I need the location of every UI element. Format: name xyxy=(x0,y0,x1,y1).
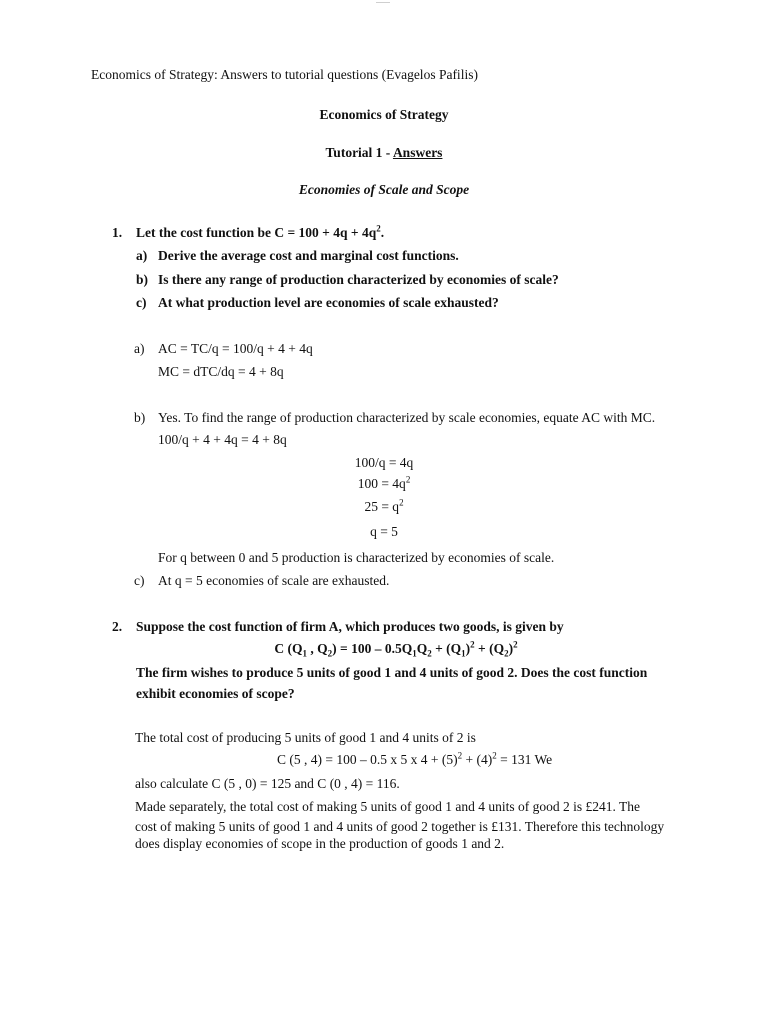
a1-c-label: c) xyxy=(134,573,145,588)
q1-stem: Let the cost function be $C = 100 + 4q + 4q^2$. xyxy=(136,223,385,240)
a1-b-intro: Yes. To find the range of production characterized by scale economies, equate AC with MC. xyxy=(158,410,656,425)
section-subtitle: Economies of Scale and Scope xyxy=(298,182,470,197)
q2-cost-formula: C ($Q_1$ , $Q_2) = 100 - 0.5Q_1Q_2 + (Q_1)^2 + (Q_2)^2$ xyxy=(274,639,518,659)
q1-number: 1. xyxy=(112,225,123,240)
a1-eq-step-1: 100/q = 4q xyxy=(354,455,414,470)
a1-eq-step-4: q = 5 xyxy=(370,524,398,539)
q1-part-a-text: Derive the average cost and marginal cost functions. xyxy=(158,248,459,263)
q2-line-3: exhibit economies of scope? xyxy=(136,686,295,701)
a2-intro: The total cost of producing 5 units of good 1 and 4 units of 2 is xyxy=(135,730,476,745)
a1-eq-step-3: $25 = q^2$ xyxy=(364,497,404,514)
a1-b-equation: 100/q + 4 + 4q = 4 + 8q xyxy=(158,432,287,447)
a2-total-cost-calc: C (5 , 4) = 100 – 0.5 x 5 x $4 + (5)^2 + (4)^2 = 131$ We xyxy=(277,750,553,767)
q1-part-b-text: Is there any range of production characterized by economies of scale? xyxy=(158,272,559,287)
top-edge-mark xyxy=(376,0,390,3)
a1-b-conclusion: For q between 0 and 5 production is characterized by economies of scale. xyxy=(158,550,555,565)
a2-conclusion-line-2: cost of making 5 units of good 1 and 4 units of good 2 together is £131. Therefore this technology xyxy=(135,819,665,834)
a2-conclusion-line-1: Made separately, the total cost of making 5 units of good 1 and 4 units of good 2 is £241. The xyxy=(135,799,641,814)
a2-conclusion-line-3: does display economies of scope in the production of goods 1 and 2. xyxy=(135,836,505,851)
a1-eq-step-2: $100 = 4q^2$ xyxy=(357,474,411,491)
a1-marginal-cost: MC = dTC/dq = 4 + 8q xyxy=(158,364,284,379)
a2-separate-costs: also calculate C (5 , 0) = 125 and C (0 , 4) = 116. xyxy=(135,776,400,791)
document-header: Economics of Strategy: Answers to tutorial questions (Evagelos Pafilis) xyxy=(91,67,478,82)
q1-part-a-label: a) xyxy=(136,248,148,263)
q1-part-c-label: c) xyxy=(136,295,147,310)
q2-line-1: Suppose the cost function of firm A, which produces two goods, is given by xyxy=(136,619,564,634)
a1-c-text: At q = 5 economies of scale are exhausted. xyxy=(158,573,390,588)
document-title: Economics of Strategy xyxy=(319,107,449,122)
tutorial-heading xyxy=(0,144,768,162)
a1-b-label: b) xyxy=(134,410,146,425)
q2-line-2: The firm wishes to produce 5 units of good 1 and 4 units of good 2. Does the cost function xyxy=(136,665,648,680)
q2-number: 2. xyxy=(112,619,123,634)
q1-part-c-text: At what production level are economies of scale exhausted? xyxy=(158,295,499,310)
a1-a-label: a) xyxy=(134,341,145,356)
tutorial-prefix: Tutorial 1 - xyxy=(325,145,393,160)
answers-link[interactable]: Answers xyxy=(392,145,443,160)
q1-part-b-label: b) xyxy=(136,272,149,287)
a1-average-cost: AC = TC/q = 100/q + 4 + 4q xyxy=(158,341,313,356)
